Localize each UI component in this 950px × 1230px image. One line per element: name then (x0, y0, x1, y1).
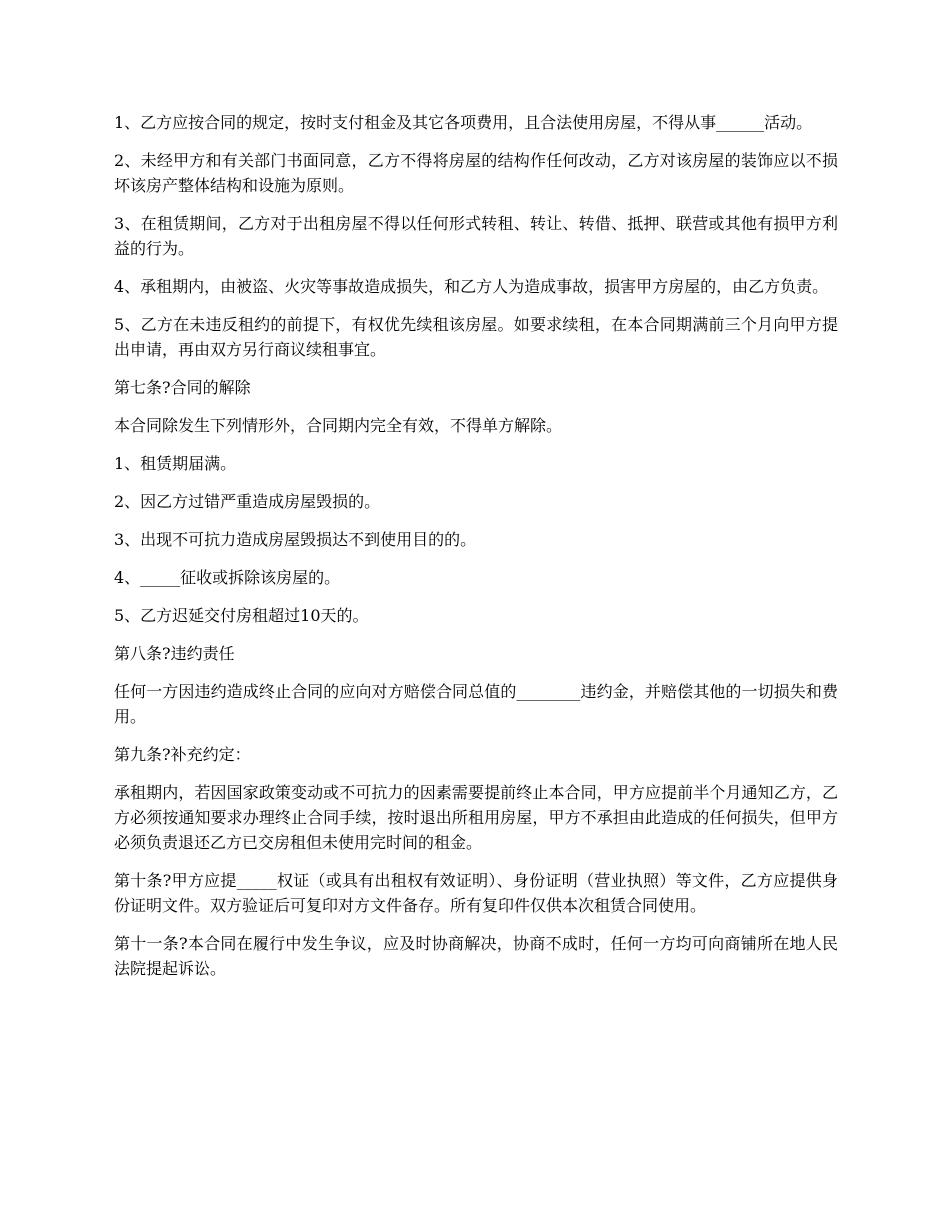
article-11-body: 第十一条?本合同在履行中发生争议，应及时协商解决，协商不成时，任何一方均可向商铺所在地人民法院提起诉讼。 (114, 934, 838, 978)
clause-4-loss: 4、承租期内，由被盗、火灾等事故造成损失，和乙方人为造成事故，损害甲方房屋的，由乙方负责。 (114, 277, 829, 296)
article-8-body: 任何一方因违约造成终止合同的应向对方赔偿合同总值的________违约金，并赔偿其他的一切损失和费用。 (114, 682, 838, 726)
article-10-body: 第十条?甲方应提_____权证（或具有出租权有效证明）、身份证明（营业执照）等文件，乙方应提供身份证明文件。双方验证后可复印对方文件备存。所有复印件仅供本次租赁合同使用。 (114, 871, 838, 915)
article-8-heading: 第八条?违约责任 (114, 644, 235, 663)
article-7-intro: 本合同除发生下列情形外，合同期内完全有效，不得单方解除。 (114, 416, 563, 435)
article-9-heading: 第九条?补充约定： (114, 745, 251, 764)
article-9-body: 承租期内，若因国家政策变动或不可抗力的因素需要提前终止本合同，甲方应提前半个月通知乙方，乙方必须按通知要求办理终止合同手续，按时退出所租用房屋，甲方不承担由此造成的任何损失，但甲方必须负责退还乙方已交房租但未使用完时间的租金。 (114, 783, 838, 852)
termination-item-2: 2、因乙方过错严重造成房屋毁损的。 (114, 492, 381, 511)
termination-item-5: 5、乙方迟延交付房租超过10天的。 (114, 606, 369, 625)
document-page (114, 110, 838, 994)
clause-5-renewal: 5、乙方在未违反租约的前提下，有权优先续租该房屋。如要求续租，在本合同期满前三个月向甲方提出申请，再由双方另行商议续租事宜。 (114, 315, 838, 359)
termination-item-4: 4、_____征收或拆除该房屋的。 (114, 568, 341, 587)
termination-item-3: 3、出现不可抗力造成房屋毁损达不到使用目的的。 (114, 530, 477, 549)
clause-3-sublet: 3、在租赁期间，乙方对于出租房屋不得以任何形式转租、转让、转借、抵押、联营或其他有损甲方利益的行为。 (114, 214, 838, 258)
article-7-heading: 第七条?合同的解除 (114, 378, 251, 397)
clause-2-alteration: 2、未经甲方和有关部门书面同意，乙方不得将房屋的结构作任何改动，乙方对该房屋的装饰应以不损坏该房产整体结构和设施为原则。 (114, 151, 838, 195)
termination-item-1: 1、租赁期届满。 (114, 454, 237, 473)
clause-1-payment: 1、乙方应按合同的规定，按时支付租金及其它各项费用，且合法使用房屋，不得从事______活动。 (114, 113, 813, 132)
